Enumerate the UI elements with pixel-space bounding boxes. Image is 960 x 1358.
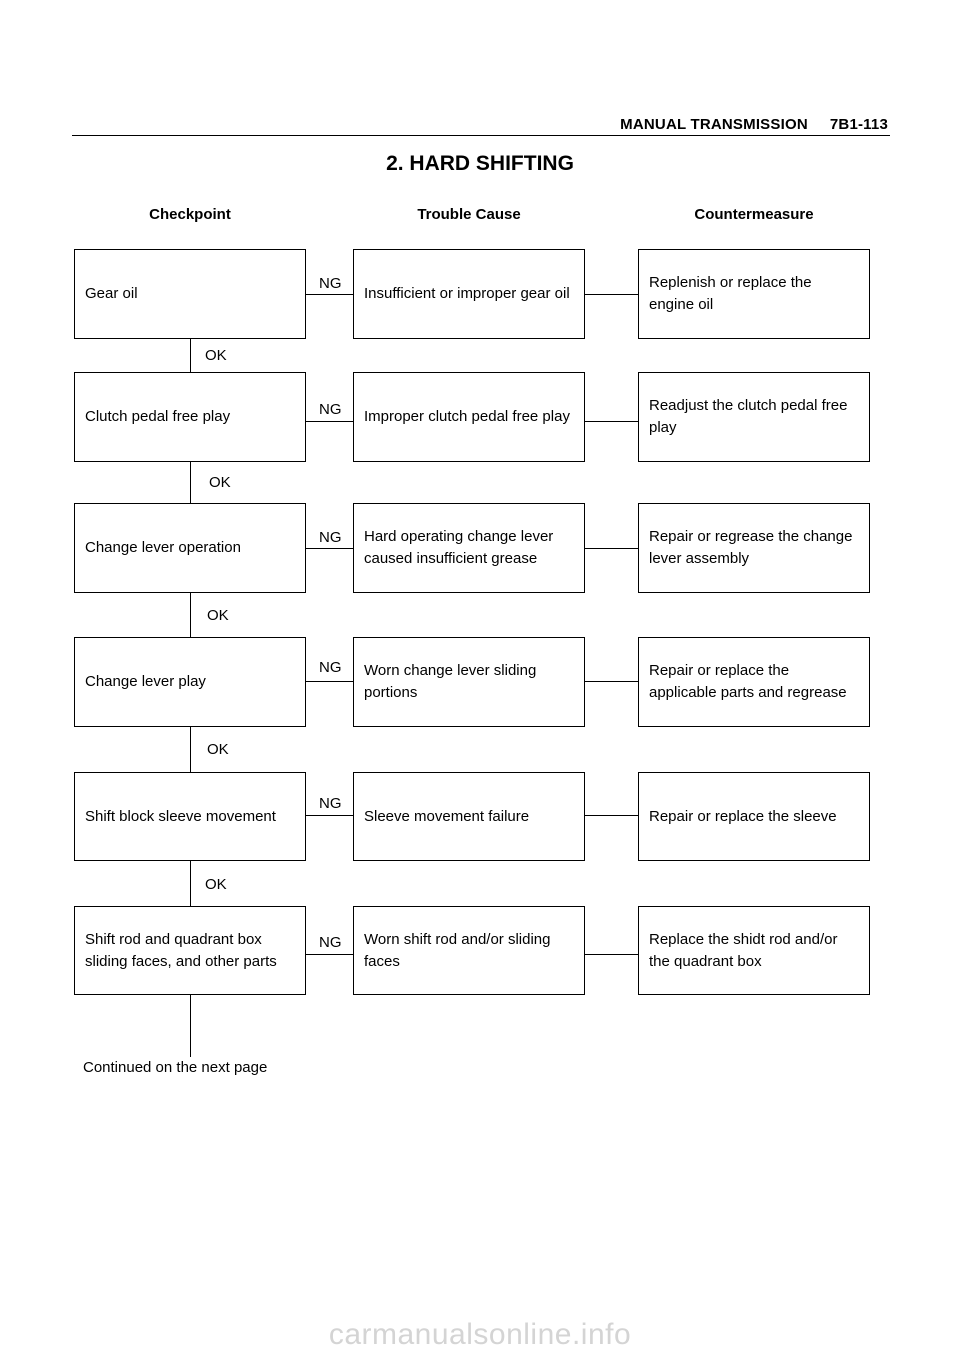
header-section: MANUAL TRANSMISSION [620,116,808,133]
ng-label: NG [319,795,342,812]
countermeasure-text: Replenish or replace the engine oil [649,274,812,313]
page-title: 2. HARD SHIFTING [386,152,574,175]
trouble-cause-box [353,772,585,861]
ng-connector [306,421,353,422]
ok-label: OK [205,876,227,893]
checkpoint-text: Change lever play [85,673,206,690]
trouble-cause-text: Worn shift rod and/or sliding faces [364,930,551,970]
continuation-connector [190,995,191,1057]
checkpoint-text: Shift block sleeve movement [85,807,276,825]
ok-connector [190,727,191,772]
ok-label: OK [209,474,231,491]
countermeasure-box [638,906,870,995]
checkpoint-box [74,772,306,861]
ok-label: OK [207,607,229,624]
ok-connector [190,593,191,637]
cause-connector [585,294,638,295]
ng-label: NG [319,275,342,292]
page-header [598,116,888,133]
trouble-cause-box [353,372,585,462]
checkpoint-box [74,637,306,727]
ok-connector [190,462,191,503]
trouble-cause-box [353,906,585,995]
ng-connector [306,294,353,295]
continued-note: Continued on the next page [83,1059,268,1076]
header-rule [72,135,890,136]
countermeasure-text: Repair or replace the sleeve [649,807,837,825]
checkpoint-text: Clutch pedal free play [85,408,231,425]
watermark: carmanualsonline.info [328,1318,632,1351]
column-header-checkpoint: Checkpoint [149,206,231,223]
ok-connector [190,339,191,372]
trouble-cause-text: Improper clutch pedal free play [364,408,570,425]
ok-label: OK [205,347,227,364]
trouble-cause-text: Insufficient or improper gear oil [364,285,570,302]
trouble-cause-text: Sleeve movement failure [364,807,530,825]
countermeasure-text: Replace the shidt rod and/or the quadrant box [649,930,838,970]
ng-connector [306,954,353,955]
checkpoint-text: Shift rod and quadrant box sliding faces, and other parts [85,930,277,970]
countermeasure-box [638,503,870,593]
checkpoint-text: Change lever operation [85,539,241,556]
header-page-number: 7B1-113 [829,116,888,133]
trouble-cause-text: Hard operating change lever caused insufficient grease [364,528,554,567]
ng-label: NG [319,659,342,676]
ng-label: NG [319,934,342,951]
checkpoint-box [74,249,306,339]
ok-label: OK [207,741,229,758]
cause-connector [585,954,638,955]
countermeasure-text: Readjust the clutch pedal free play [649,397,848,436]
checkpoint-box [74,372,306,462]
trouble-cause-box [353,503,585,593]
countermeasure-text: Repair or regrease the change lever assembly [649,528,853,567]
cause-connector [585,421,638,422]
ng-label: NG [319,529,342,546]
countermeasure-box [638,637,870,727]
ng-connector [306,681,353,682]
cause-connector [585,815,638,816]
cause-connector [585,681,638,682]
countermeasure-box [638,772,870,861]
ng-connector [306,548,353,549]
cause-connector [585,548,638,549]
countermeasure-box [638,372,870,462]
trouble-cause-box [353,249,585,339]
trouble-cause-text: Worn change lever sliding portions [364,662,537,701]
countermeasure-text: Repair or replace the applicable parts and regrease [649,662,847,701]
countermeasure-box [638,249,870,339]
ng-connector [306,815,353,816]
checkpoint-text: Gear oil [85,285,138,302]
checkpoint-box [74,906,306,995]
column-header-countermeasure: Countermeasure [694,206,814,223]
trouble-cause-box [353,637,585,727]
checkpoint-box [74,503,306,593]
ng-label: NG [319,401,342,418]
column-header-trouble-cause: Trouble Cause [417,206,521,223]
ok-connector [190,861,191,906]
